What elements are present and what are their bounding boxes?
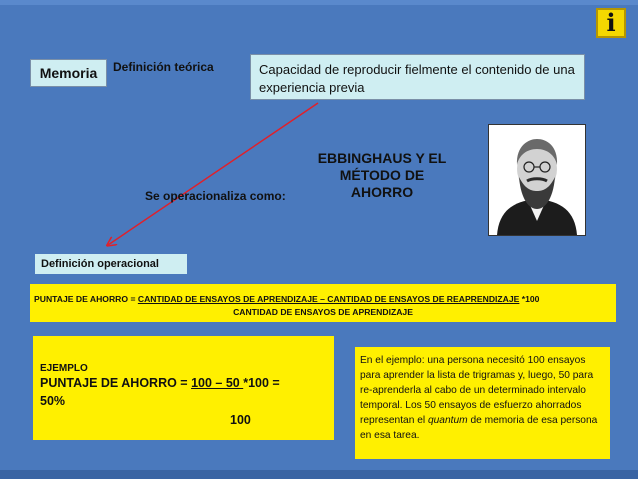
method-title-line1: EBBINGHAUS Y EL: [317, 150, 447, 166]
example-denominator: 100: [230, 413, 251, 427]
formula-suffix: *100: [519, 294, 540, 304]
theoretical-definition-label: Definición teórica: [113, 60, 214, 74]
concept-label: Memoria: [30, 59, 107, 87]
example-box: [33, 336, 334, 440]
ebbinghaus-portrait-image: [488, 124, 586, 236]
operationalized-label: Se operacionaliza como:: [145, 189, 286, 203]
method-title-line3: AHORRO: [350, 184, 414, 200]
example-suffix: *100 =: [243, 376, 280, 390]
example-numerator: 100 – 50: [191, 376, 244, 390]
explanation-text-before: En el ejemplo: una persona necesitó 100 ensayos para aprender la lista de trigramas y, luego, 50 para re-aprenderla al cabo de un determinado intervalo temporal. Los 50 ensayos de esfuerzo ahorrados representan el: [360, 355, 594, 426]
formula-line: [34, 294, 539, 304]
example-label: EJEMPLO: [40, 363, 88, 374]
arrow-line: [108, 103, 318, 245]
explanation-emphasis: quantum: [427, 415, 468, 426]
example-explanation: [355, 347, 610, 459]
formula-prefix: PUNTAJE DE AHORRO =: [34, 294, 138, 304]
example-result: 50%: [40, 394, 66, 408]
savings-formula: [30, 284, 616, 322]
formula-numerator: CANTIDAD DE ENSAYOS DE APRENDIZAJE – CANTIDAD DE ENSAYOS DE REAPRENDIZAJE: [137, 294, 520, 304]
formula-denominator: CANTIDAD DE ENSAYOS DE APRENDIZAJE: [233, 307, 413, 317]
method-title: [300, 150, 464, 201]
operational-definition-label: Definición operacional: [35, 254, 187, 274]
explanation-text-after: de memoria de esa persona en esa tarea.: [360, 415, 598, 441]
example-formula: [40, 376, 280, 390]
method-title-line2: MÉTODO DE: [339, 167, 425, 183]
info-icon: i: [606, 8, 616, 37]
theoretical-definition-text: Capacidad de reproducir fielmente el contenido de una experiencia previa: [250, 54, 585, 100]
example-prefix: PUNTAJE DE AHORRO =: [40, 376, 192, 390]
